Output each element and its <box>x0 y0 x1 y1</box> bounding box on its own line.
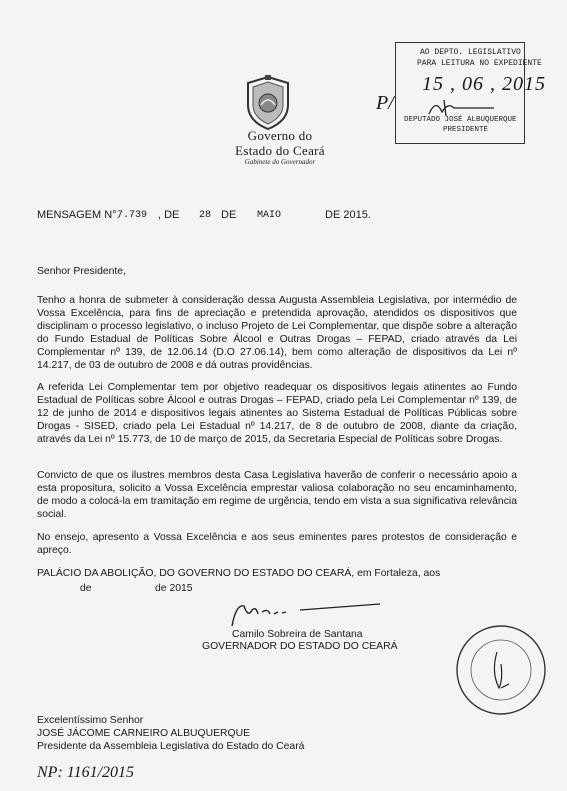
message-day: 28 <box>199 210 212 221</box>
stamp-deputy: DEPUTADO JOSÉ ALBUQUERQUE <box>404 116 517 124</box>
palace-line: PALÁCIO DA ABOLIÇÃO, DO GOVERNO DO ESTADO DO CEARÁ, em Fortaleza, aos <box>37 568 441 579</box>
stamp-line1: AO DEPTO. LEGISLATIVO <box>420 48 521 57</box>
message-label: MENSAGEM N°. <box>37 209 120 221</box>
protocol-seal-icon <box>453 622 549 718</box>
gov-title-line1: Governo do <box>247 128 313 143</box>
margin-handwritten-mark: P/ <box>376 92 394 114</box>
addressee-line2: JOSÉ JÁCOME CARNEIRO ALBUQUERQUE <box>37 728 251 739</box>
handwritten-np-number: NP: 1161/2015 <box>37 764 135 781</box>
stamp-signature-icon <box>424 96 504 118</box>
stamp-role: PRESIDENTE <box>443 126 489 134</box>
message-year: DE 2015. <box>325 209 371 221</box>
paragraph-4: No ensejo, apresento a Vossa Excelência e aos seus eminentes pares protestos de consideração e apreço. <box>37 532 517 556</box>
gov-title-line2: Estado do Ceará <box>235 143 325 158</box>
state-crest-icon <box>243 75 293 131</box>
stamp-date: 15 , 06 , 2015 <box>422 73 546 95</box>
date-de1: de <box>80 583 92 594</box>
date-de2: de 2015 <box>155 583 193 594</box>
stamp-line2: PARA LEITURA NO EXPEDIENTE <box>417 59 542 68</box>
addressee-line3: Presidente da Assembleia Legislativa do Estado do Ceará <box>37 741 305 752</box>
addressee-line1: Excelentíssimo Senhor <box>37 715 144 726</box>
paragraph-1: Tenho a honra de submeter à consideração dessa Augusta Assembleia Legislativa, por intermédio de Vossa Excelência, para fins de apreciação e pretendida aprovação, atendidos os dispositivos que disciplinam o processo legislativo, o incluso Projeto de Lei Complementar, que dispõe sobre a alteração do Fundo Estadual de Políticas Sobre Álcool e Outras Drogas – FEPAD, criado através da Lei Complementar nº 139, de 12.06.14 (D.O 27.06.14), bem como alteração de dispositivos da Lei nº 14.217, de 03 de outubro de 2008 e dá outras providências. <box>37 295 517 371</box>
paragraph-2: A referida Lei Complementar tem por objetivo readequar os dispositivos legais atinentes ao Fundo Estadual de Políticas sobre Álcool e outras Drogas – FEPAD, criado pela Lei Complementar nº 139, de 12 de junho de 2014 e dispositivos legais atinentes ao Sistema Estadual de Políticas Públicas sobre Drogas - SISED, criado pela Lei Estadual nº 14.217, de 8 de outubro de 2008, diante da criação, através da Lei nº 15.773, de 10 de março de 2015, da Secretaria Especial de Políticas sobre Drogas. <box>37 382 517 445</box>
gov-subtitle: Gabinete do Governador <box>244 158 316 166</box>
government-title <box>200 128 360 158</box>
message-de2: DE <box>221 209 237 221</box>
salutation: Senhor Presidente, <box>37 266 126 277</box>
signer-title: GOVERNADOR DO ESTADO DO CEARÁ <box>202 641 398 652</box>
message-month: MAIO <box>257 210 282 221</box>
message-number: 7.739 <box>117 210 148 221</box>
governor-signature-icon <box>222 600 382 628</box>
signer-name: Camilo Sobreira de Santana <box>232 629 363 640</box>
paragraph-3: Convicto de que os ilustres membros desta Casa Legislativa haverão de conferir o necessário apoio a esta propositura, solicito a Vossa Excelência emprestar valiosa colaboração no seu encaminhamento, de modo a colocá-la em tramitação em regime de urgência, tendo em vista a sua significativa relevância social. <box>37 470 517 520</box>
message-de1: , DE <box>158 209 180 221</box>
